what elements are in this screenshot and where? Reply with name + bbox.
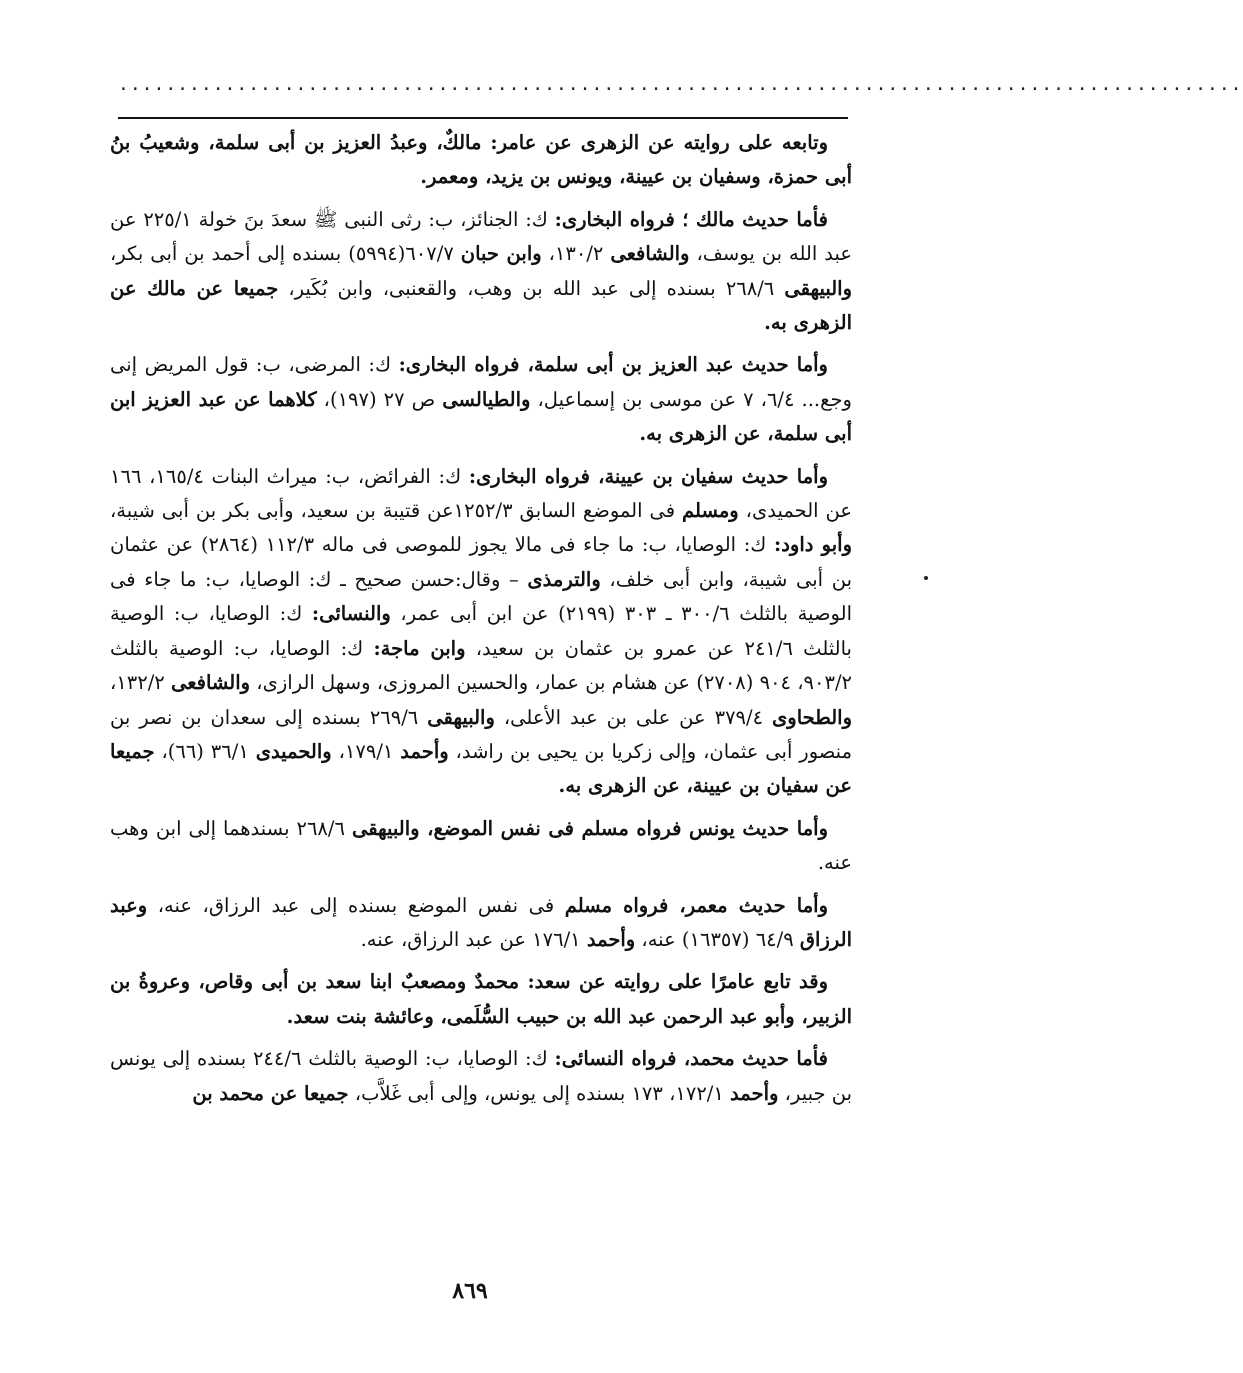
bold-text: وأحمد: [400, 739, 449, 763]
paragraph: [110, 1042, 852, 1111]
bold-text: جميعا عن مالك عن الزهرى به.: [110, 276, 852, 335]
bold-text: وأما حديث عبد العزيز بن أبى سلمة، فرواه البخارى:: [398, 353, 828, 377]
bold-text: فأما حديث مالك ؛ فرواه البخارى:: [554, 207, 829, 231]
text-segment: ك: الوصايا، ب: الوصية بالثلث ٢٤٤/٦ بسنده إلى يونس بن جبير،: [110, 1047, 852, 1105]
text-segment: ٣٦/١ (٦٦)،: [154, 739, 256, 763]
text-segment: فى الموضع السابق ١٢٥٢/٣عن قتيبة بن سعيد، وأبى بكر بن أبى شيبة،: [110, 499, 683, 523]
text-segment: ك: الجنائز، ب: رثى النبى ﷺ سعدَ بنَ خولة ٢٢٥/١ عن عبد الله بن يوسف،: [110, 207, 852, 266]
text-segment: ك: الوصايا، ب: الوصية بالثلث ٢٤١/٦ عن عمرو بن عثمان بن سعيد،: [110, 602, 852, 660]
paragraph: [110, 965, 852, 1034]
bold-text: والترمذى: [527, 567, 601, 591]
bold-text: والشافعى: [170, 671, 251, 695]
bold-text: والشافعى: [610, 242, 690, 266]
text-segment: ١٧٢/١، ١٧٣ بسنده إلى يونس، وإلى أبى غَلاَّب،: [348, 1081, 731, 1105]
text-segment: فى نفس الموضع بسنده إلى عبد الرزاق، عنه،: [147, 893, 565, 917]
header-dotted-line: ...............................................................................................: [118, 74, 1243, 95]
page-number: ٨٦٩: [452, 1278, 488, 1304]
bold-text: جميعا عن محمد بن: [192, 1081, 349, 1105]
text-segment: ١٧٩/١،: [331, 739, 401, 763]
paragraph: [110, 126, 852, 195]
text-segment: ك: الفرائض، ب: ميراث البنات ١٦٥/٤، ١٦٦ عن الحميدى،: [110, 464, 852, 523]
bold-text: والطيالسى: [442, 387, 531, 411]
text-segment: ١٣٢/٢،: [110, 671, 171, 695]
paragraph: [110, 460, 852, 804]
bold-text: فأما حديث محمد، فرواه النسائى:: [554, 1047, 828, 1071]
paragraph: [110, 812, 852, 881]
bold-text: والبيهقى: [427, 705, 495, 729]
bold-text: وقد تابع عامرًا على روايته عن سعد: محمدٌ ومصعبٌ ابنا سعد بن أبى وقاص، وعروةُ بن الزبير، وأبو عبد الرحمن عبد الله بن حبيب السُّلَمى، وعائشة بنت سعد.: [110, 970, 852, 1028]
text-body: [110, 126, 852, 1119]
text-segment: ٢٦٨/٦ بسندهما إلى ابن وهب عنه.: [110, 816, 852, 875]
bold-text: ومسلم: [682, 499, 739, 523]
text-segment: ٦٤/٩ (١٦٣٥٧) عنه،: [635, 927, 800, 951]
text-segment: ٣٧٩/٤ عن على بن عبد الأعلى،: [494, 705, 773, 729]
text-segment: ك: المرضى، ب: قول المريض إنى وجع... ٦/٤، ٧ عن موسى بن إسماعيل،: [110, 353, 852, 411]
paragraph: [110, 203, 852, 341]
bold-text: كلاهما عن عبد العزيز ابن أبى سلمة، عن الزهرى به.: [110, 387, 852, 446]
bold-text: وأما حديث يونس فرواه مسلم فى نفس الموضع، والبيهقى: [351, 816, 829, 840]
text-segment: ٢٦٨/٦ بسنده إلى عبد الله بن وهب، والقعنبى، وابن بُكَير،: [278, 276, 785, 300]
text-segment: ١٣٠/٢،: [541, 242, 611, 266]
bold-text: والبيهقى: [784, 276, 853, 300]
text-segment: ١٧٦/١ عن عبد الرزاق، عنه.: [360, 927, 587, 951]
paragraph: [110, 348, 852, 451]
text-segment: ص ٢٧ (١٩٧)،: [316, 387, 443, 411]
bold-text: والنسائى:: [311, 602, 391, 626]
bold-text: وأحمد: [586, 927, 636, 951]
bold-text: وابن ماجة:: [373, 636, 466, 660]
text-segment: ٦٠٧/٧(٥٩٩٤) بسنده إلى أحمد بن أبى بكر،: [110, 242, 461, 266]
paragraph: [110, 889, 852, 958]
margin-mark: [924, 576, 928, 580]
text-segment: ك: الوصايا، ب: ما جاء فى مالا يجوز للموصى فى ماله ١١٢/٣ (٢٨٦٤) عن عثمان بن أبى شيبة، وابن أبى خلف،: [110, 533, 852, 591]
bold-text: والحميدى: [255, 739, 332, 763]
bold-text: وابن حبان: [460, 242, 542, 266]
bold-text: وعبد الرزاق: [110, 893, 852, 951]
text-segment: – وقال:حسن صحيح ـ ك: الوصايا، ب: ما جاء فى الوصية بالثلث ٣٠٠/٦ ـ ٣٠٣ (٢١٩٩) عن ابن أبى عمر،: [110, 567, 852, 626]
bold-text: جميعا عن سفيان بن عيينة، عن الزهرى به.: [110, 739, 852, 798]
bold-text: وأما حديث معمر، فرواه مسلم: [564, 893, 828, 917]
bold-text: وتابعه على روايته عن الزهرى عن عامر: مالكٌ، وعبدُ العزيز بن أبى سلمة، وشعيبُ بنُ أبى حمزة، وسفيان بن عيينة، ويونس بن يزيد، ومعمر.: [110, 131, 852, 189]
bold-text: وأما حديث سفيان بن عيينة، فرواه البخارى:: [468, 464, 829, 488]
bold-text: وأبو داود:: [774, 533, 853, 557]
bold-text: والطحاوى: [772, 705, 853, 729]
text-segment: ك: الوصايا، ب: الوصية بالثلث ٩٠٣/٢، ٩٠٤ (٢٧٠٨) عن هشام بن عمار، والحسين المروزى، وسهل الرازى،: [110, 636, 853, 695]
header-rule: [118, 117, 848, 119]
text-segment: ٢٦٩/٦ بسنده إلى سعدان بن نصر بن منصور أبى عثمان، وإلى زكريا بن يحيى بن راشد،: [110, 705, 853, 763]
bold-text: وأحمد: [730, 1081, 779, 1105]
